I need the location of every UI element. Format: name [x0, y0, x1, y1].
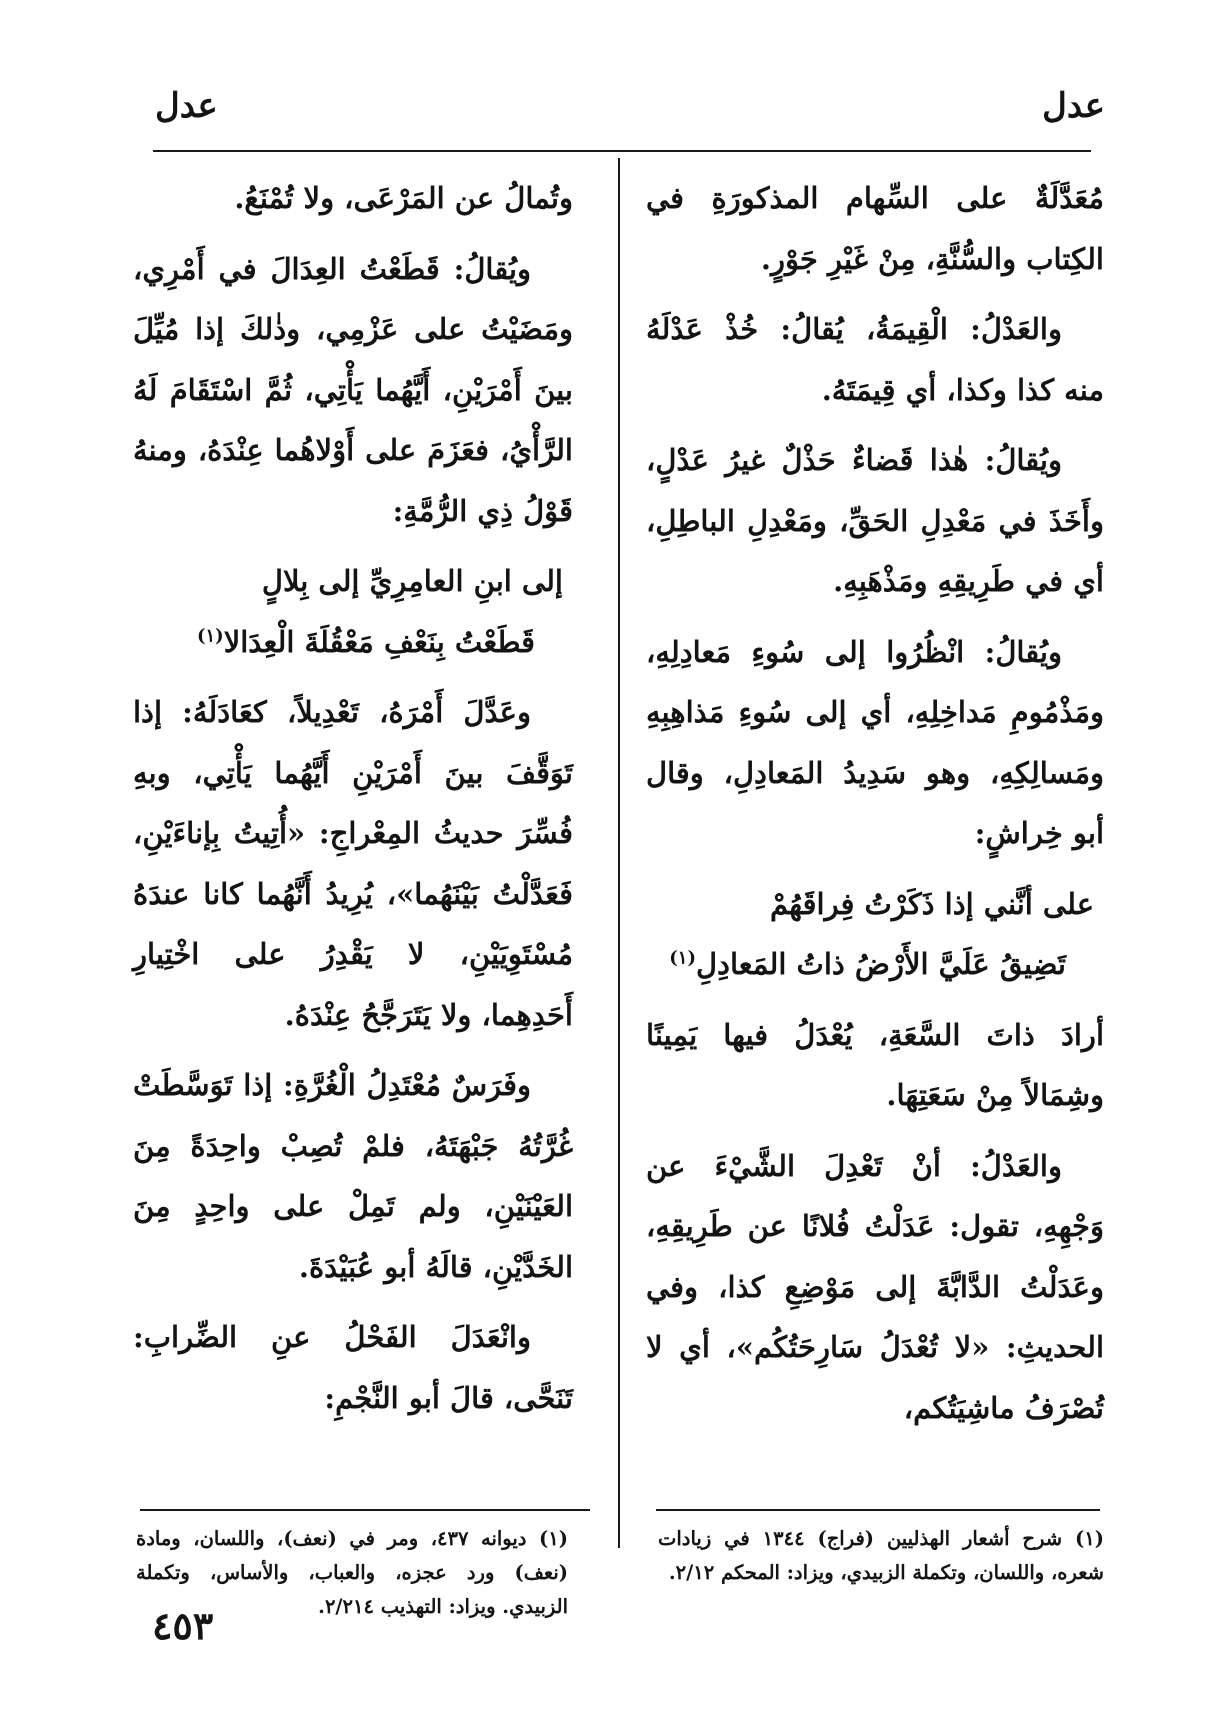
entry-paragraph: وانْعَدَلَ الفَحْلُ عنِ الضِّرابِ: تَنَحَّى، قالَ أبو النَّجْمِ: [133, 1320, 573, 1415]
footnote-left: (١) ديوانه ٤٣٧، ومر في (نعف)، واللسان، ومادة (نعف) ورد عجزه، والعباب، والأساس، وتكملة الزبيدي. ويزاد: التهذيب ٢/٢١٤. [136, 1527, 568, 1618]
footnote-marker: (١) [669, 947, 696, 969]
page-number: ٤٥٣ [152, 1603, 214, 1648]
entry-paragraph: ويُقالُ: انْظُرُوا إلى سُوءِ مَعادِلِهِ، ومَذْمُومِ مَداخِلِهِ، أي إلى سُوءِ مَذاهِبِهِ ومَسالِكِهِ، وهو سَدِيدُ المَعادِلِ، وقال أبو خِراشٍ: [646, 634, 1104, 850]
verse-citation [646, 874, 1104, 995]
entry-paragraph: وتُمالُ عن المَرْعَى، ولا تُمْنَعُ. [234, 181, 573, 215]
verse-text: قَطَعْتُ بِنَعْفِ مَعْقُلَةَ الْعِدَالا [223, 624, 535, 659]
verse-citation [133, 551, 573, 672]
right-column [646, 168, 1104, 1448]
running-head-right: عدل [1042, 86, 1105, 126]
running-head-left: عدل [155, 86, 218, 126]
verse-hemistich-1: إلى ابنِ العامِرِيِّ إلى بِلالٍ [261, 564, 563, 598]
verse-text: تَضِيقُ عَلَيَّ الأَرْضُ ذاتُ المَعادِلِ [695, 947, 1066, 981]
entry-paragraph: أرادَ ذاتَ السَّعَةِ، يُعْدَلُ فيها يَمِينًا وشِمَالاً مِنْ سَعَتِهَا. [646, 1017, 1104, 1112]
entry-paragraph: وعَدَّلَ أَمْرَهُ، تَعْدِيلاً، كعَادَلَهُ: إذا تَوَقَّفَ بينَ أَمْرَيْنِ أَيَّهُما يَأْتِي، وبهِ فُسِّرَ حديثُ المِعْراجِ: «أُتِيتُ بِإناءَيْنِ، فَعَدَّلْتُ بَيْنَهُما»، يُرِيدُ أَنَّهُما كانا عندَهُ مُسْتَوِيَيْنِ، لا يَقْدِرُ على اخْتِيارِ أَحَدِهِما، ولا يَتَرَجَّحُ عِنْدَهُ. [133, 695, 573, 1032]
entry-paragraph: والعَدْلُ: الْقِيمَةُ، يُقالُ: خُذْ عَدْلَهُ منه كذا وكذا، أي قِيمَتَهُ. [646, 312, 1104, 407]
entry-paragraph: وفَرَسٌ مُعْتَدِلُ الْغُرَّةِ: إذا تَوَسَّطَتْ غُرَّتُهُ جَبْهَتَهُ، فلمْ تُصِبْ واحِدَةً مِنَ العَيْنَيْنِ، ولم تَمِلْ على واحِدٍ مِنَ الخَدَّيْنِ، قالَهُ أبو عُبَيْدَةَ. [133, 1068, 573, 1284]
footnote-right: (١) شرح أشعار الهذليين (فراج) ١٣٤٤ في زيادات شعره، واللسان، وتكملة الزبيدي، ويزاد: المحكم ٢/١٢. [658, 1527, 1104, 1584]
footnote-rule-right [656, 1509, 1100, 1511]
entry-paragraph: والعَدْلُ: أنْ تَعْدِلَ الشَّيْءَ عن وَجْهِهِ، تقول: عَدَلْتُ فُلانًا عن طَرِيقِهِ، وعَدَلْتُ الدَّابَّةَ إلى مَوْضِعِ كذا، وفي الحديثِ: «لا تُعْدَلُ سَارِحَتُكُم»، أي لا تُصْرَفُ ماشِيَتُكم، [646, 1148, 1104, 1425]
header-rule [153, 150, 1091, 152]
entry-paragraph: ويُقالُ: هٰذا قَضاءٌ حَذْلٌ غيرُ عَدْلٍ، وأَخَذَ في مَعْدِلِ الحَقِّ، ومَعْدِلِ الباطِلِ، أي في طَرِيقِهِ ومَذْهَبِهِ. [646, 443, 1104, 598]
footnote-rule-left [140, 1509, 590, 1511]
verse-hemistich-1: على أنَّني إذا ذَكَرْتُ فِراقَهُمْ [769, 886, 1094, 921]
entry-paragraph: ويُقالُ: قَطَعْتُ العِدَالَ في أَمْرِي، ومَضَيْتُ على عَزْمِي، وذٰلكَ إذا مُيِّلَ بينَ أَمْرَيْنِ، أَيَّهُما يَأْتِي، ثُمَّ اسْتَقَامَ لَهُ الرَّأْيُ، فعَزَمَ على أَوْلاهُما عِنْدَهُ، ومنهُ قَوْلُ ذِي الرُّمَّةِ: [133, 251, 573, 528]
left-column [133, 168, 573, 1438]
footnote-marker: (١) [196, 624, 224, 646]
column-divider [618, 158, 620, 1548]
verse-hemistich-2 [646, 934, 1104, 995]
verse-hemistich-2 [133, 612, 573, 673]
entry-paragraph: مُعَدَّلَةٌ على السِّهام المذكورَةِ في الكِتاب والسُّنَّةِ، مِنْ غَيْرِ جَوْرٍ. [646, 181, 1104, 276]
